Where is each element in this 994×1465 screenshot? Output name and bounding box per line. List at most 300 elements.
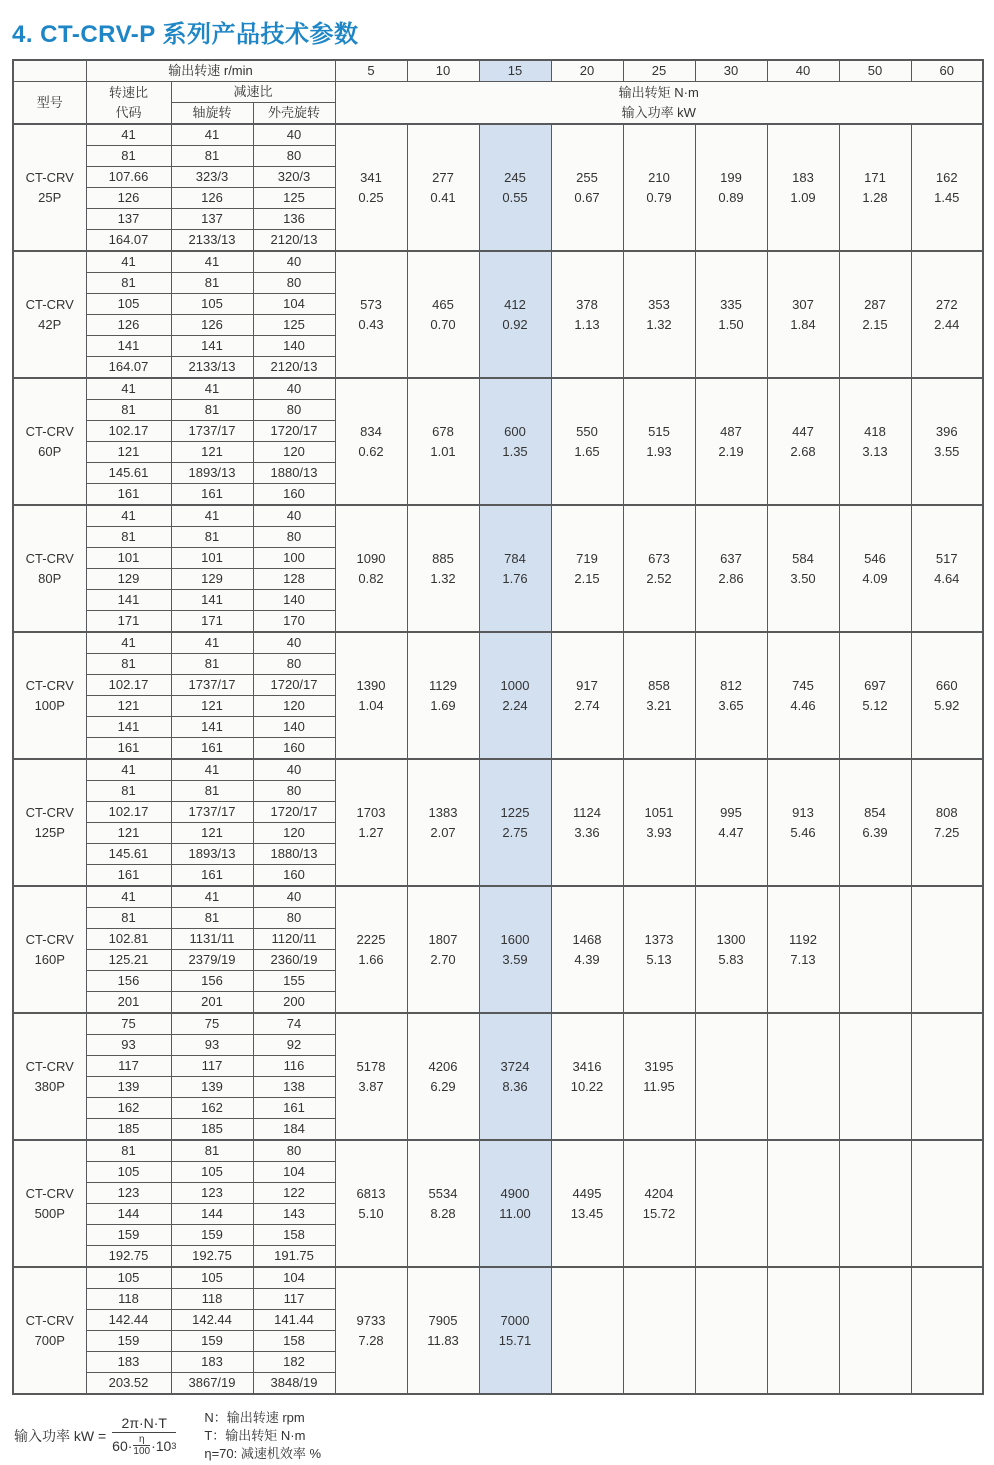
- torque-value: 3416: [572, 1058, 602, 1074]
- torque-power-cell: [695, 378, 767, 505]
- model-block-row: [13, 251, 983, 273]
- ratio-code-cell: 105: [86, 1162, 171, 1183]
- model-name-cell: [13, 632, 86, 759]
- power-value: 3.21: [646, 697, 672, 713]
- torque-power-cell: [479, 632, 551, 759]
- sub-header-row-1: [13, 82, 983, 103]
- ratio-code-cell: 102.17: [86, 802, 171, 823]
- housing-ratio-cell: 2360/19: [253, 950, 335, 971]
- torque-power-cell: [623, 632, 695, 759]
- torque-value: 719: [576, 550, 598, 566]
- model-name-cell: [13, 1013, 86, 1140]
- power-value: 6.29: [430, 1078, 456, 1094]
- ratio-code-cell: 117: [86, 1056, 171, 1077]
- torque-value: 9733: [356, 1312, 386, 1328]
- power-value: 5.10: [358, 1205, 384, 1221]
- housing-ratio-cell: 40: [253, 632, 335, 654]
- ratio-code-cell: 81: [86, 527, 171, 548]
- torque-power-cell: [335, 886, 407, 1013]
- torque-power-cell: [407, 251, 479, 378]
- torque-power-cell: [767, 1013, 839, 1140]
- torque-value: 4495: [572, 1185, 602, 1201]
- torque-value: [696, 1057, 767, 1077]
- housing-ratio-cell: 1720/17: [253, 802, 335, 823]
- shaft-ratio-cell: 81: [171, 146, 253, 167]
- model-name-cell: [13, 759, 86, 886]
- power-value: [696, 1331, 767, 1351]
- speed-col-20: 20: [551, 60, 623, 82]
- power-value: 3.93: [646, 824, 672, 840]
- torque-value: 277: [432, 169, 454, 185]
- power-value: 4.09: [862, 570, 888, 586]
- housing-ratio-cell: 136: [253, 209, 335, 230]
- ratio-code-cell: 75: [86, 1013, 171, 1035]
- torque-power-cell: [335, 1140, 407, 1267]
- torque-value: 1124: [573, 804, 601, 820]
- model-size: 25P: [38, 189, 62, 205]
- torque-header-line: 输出转矩 N·m: [618, 84, 699, 100]
- torque-power-cell: [407, 886, 479, 1013]
- ratio-code-cell: 162: [86, 1098, 171, 1119]
- torque-power-cell: [479, 1267, 551, 1394]
- ratio-code-cell: 141: [86, 717, 171, 738]
- housing-ratio-cell: 155: [253, 971, 335, 992]
- power-value: [768, 1204, 839, 1224]
- shaft-ratio-cell: 141: [171, 717, 253, 738]
- reduction-ratio-header: 减速比: [171, 82, 335, 103]
- shaft-ratio-cell: 161: [171, 738, 253, 760]
- power-value: 7.25: [934, 824, 960, 840]
- torque-value: 517: [935, 550, 958, 566]
- torque-power-cell: [767, 632, 839, 759]
- shaft-ratio-cell: 105: [171, 1162, 253, 1183]
- note-eta: η=70: 减速机效率 %: [204, 1446, 322, 1461]
- shaft-ratio-cell: 1131/11: [171, 929, 253, 950]
- power-value: 1.65: [574, 443, 600, 459]
- formula-denominator: 60· $\frac{\eta}{100}$ ·10 3: [112, 1434, 177, 1457]
- torque-value: 487: [720, 423, 742, 439]
- spec-table: [12, 59, 984, 1395]
- power-value: 3.65: [718, 697, 744, 713]
- torque-power-cell: [407, 1140, 479, 1267]
- torque-power-cell: [839, 1140, 911, 1267]
- torque-value: 1383: [428, 804, 458, 820]
- housing-ratio-cell: 125: [253, 188, 335, 209]
- shaft-ratio-cell: 3867/19: [171, 1373, 253, 1395]
- torque-power-cell: [839, 251, 911, 378]
- power-value: 0.55: [502, 189, 528, 205]
- model-block-row: [13, 124, 983, 146]
- power-value: 5.92: [934, 697, 960, 713]
- housing-ratio-cell: 80: [253, 146, 335, 167]
- power-value: 1.27: [358, 824, 384, 840]
- power-value: 0.79: [646, 189, 672, 205]
- model-series: CT-CRV: [25, 1058, 74, 1074]
- torque-power-header: [335, 82, 983, 125]
- power-value: [840, 1331, 911, 1351]
- power-value: 5.12: [862, 697, 888, 713]
- torque-value: 784: [504, 550, 526, 566]
- housing-ratio-cell: 140: [253, 590, 335, 611]
- ratio-code-cell: 142.44: [86, 1310, 171, 1331]
- power-value: 2.70: [430, 951, 456, 967]
- shaft-ratio-cell: 123: [171, 1183, 253, 1204]
- power-value: 0.89: [718, 189, 744, 205]
- power-value: 4.46: [790, 697, 816, 713]
- housing-ratio-cell: 80: [253, 654, 335, 675]
- model-name-cell: [13, 505, 86, 632]
- torque-power-cell: [839, 378, 911, 505]
- power-value: [768, 1077, 839, 1097]
- torque-power-cell: [407, 1267, 479, 1394]
- torque-power-cell: [335, 632, 407, 759]
- housing-rotation-header: 外壳旋转: [253, 103, 335, 125]
- ratio-code-cell: 118: [86, 1289, 171, 1310]
- torque-power-cell: [479, 505, 551, 632]
- shaft-ratio-cell: 323/3: [171, 167, 253, 188]
- shaft-ratio-cell: 81: [171, 1140, 253, 1162]
- housing-ratio-cell: 200: [253, 992, 335, 1014]
- power-value: 7.28: [358, 1332, 384, 1348]
- torque-power-cell: [407, 759, 479, 886]
- ratio-code-cell: 201: [86, 992, 171, 1014]
- power-value: 4.47: [718, 824, 744, 840]
- housing-ratio-cell: 1880/13: [253, 844, 335, 865]
- shaft-ratio-cell: 159: [171, 1225, 253, 1246]
- ratio-code-cell: 81: [86, 400, 171, 421]
- housing-ratio-cell: 1880/13: [253, 463, 335, 484]
- shaft-ratio-cell: 81: [171, 273, 253, 294]
- torque-power-cell: [479, 378, 551, 505]
- power-value: 3.13: [862, 443, 888, 459]
- torque-power-cell: [911, 378, 983, 505]
- ratio-code-cell: 144: [86, 1204, 171, 1225]
- power-value: 1.93: [646, 443, 672, 459]
- torque-power-cell: [407, 505, 479, 632]
- torque-value: 162: [935, 169, 958, 185]
- ratio-code-cell: 41: [86, 505, 171, 527]
- model-block-row: [13, 886, 983, 908]
- housing-ratio-cell: 143: [253, 1204, 335, 1225]
- torque-value: 341: [360, 169, 382, 185]
- torque-value: 7905: [428, 1312, 458, 1328]
- housing-ratio-cell: 80: [253, 1140, 335, 1162]
- torque-value: 245: [504, 169, 526, 185]
- model-series: CT-CRV: [25, 423, 74, 439]
- torque-value: [768, 1057, 839, 1077]
- power-value: 1.09: [790, 189, 816, 205]
- speed-col-25: 25: [623, 60, 695, 82]
- torque-power-cell: [695, 1267, 767, 1394]
- power-value: 1.13: [574, 316, 600, 332]
- power-value: 0.70: [430, 316, 456, 332]
- housing-ratio-cell: 80: [253, 908, 335, 929]
- power-value: 5.83: [718, 951, 744, 967]
- shaft-ratio-cell: 105: [171, 294, 253, 315]
- speed-col-40: 40: [767, 60, 839, 82]
- power-value: 2.07: [430, 824, 456, 840]
- torque-value: 1373: [644, 931, 674, 947]
- torque-power-cell: [551, 1140, 623, 1267]
- housing-ratio-cell: 158: [253, 1225, 335, 1246]
- model-series: CT-CRV: [25, 1312, 74, 1328]
- model-series: CT-CRV: [25, 804, 74, 820]
- model-size: 125P: [34, 824, 65, 840]
- torque-value: 1090: [356, 550, 386, 566]
- torque-power-cell: [551, 759, 623, 886]
- housing-ratio-cell: 128: [253, 569, 335, 590]
- power-value: 3.87: [358, 1078, 384, 1094]
- power-value: [696, 1077, 767, 1097]
- shaft-ratio-cell: 2379/19: [171, 950, 253, 971]
- ratio-code-cell: 159: [86, 1331, 171, 1352]
- torque-value: 745: [792, 677, 814, 693]
- torque-power-cell: [479, 251, 551, 378]
- shaft-ratio-cell: 141: [171, 590, 253, 611]
- ratio-code-cell: 81: [86, 1140, 171, 1162]
- housing-ratio-cell: 80: [253, 400, 335, 421]
- ratio-code-cell: 125.21: [86, 950, 171, 971]
- shaft-ratio-cell: 142.44: [171, 1310, 253, 1331]
- housing-ratio-cell: 170: [253, 611, 335, 633]
- power-value: 1.35: [502, 443, 528, 459]
- torque-power-cell: [839, 759, 911, 886]
- power-value: 2.44: [934, 316, 960, 332]
- torque-power-cell: [767, 886, 839, 1013]
- torque-power-cell: [335, 1267, 407, 1394]
- shaft-ratio-cell: 129: [171, 569, 253, 590]
- housing-ratio-cell: 158: [253, 1331, 335, 1352]
- model-size: 700P: [34, 1332, 65, 1348]
- shaft-ratio-cell: 121: [171, 823, 253, 844]
- housing-ratio-cell: 40: [253, 886, 335, 908]
- ratio-code-cell: 185: [86, 1119, 171, 1141]
- spec-table-body: [13, 124, 983, 1394]
- housing-ratio-cell: 184: [253, 1119, 335, 1141]
- torque-power-cell: [623, 1140, 695, 1267]
- torque-power-cell: [623, 251, 695, 378]
- power-value: 11.95: [643, 1078, 675, 1094]
- power-value: 13.45: [570, 1205, 604, 1221]
- torque-value: 550: [576, 423, 598, 439]
- power-value: 7.13: [790, 951, 816, 967]
- power-value: 3.59: [502, 951, 528, 967]
- ratio-code-cell: 105: [86, 294, 171, 315]
- torque-power-cell: [695, 759, 767, 886]
- speed-col-30: 30: [695, 60, 767, 82]
- housing-ratio-cell: 160: [253, 865, 335, 887]
- power-value: 11.83: [427, 1332, 459, 1348]
- ratio-code-cell: 171: [86, 611, 171, 633]
- model-size: 380P: [34, 1078, 65, 1094]
- ratio-code-cell: 81: [86, 908, 171, 929]
- power-value: [912, 1077, 983, 1097]
- torque-value: 447: [792, 423, 814, 439]
- housing-ratio-cell: 2120/13: [253, 230, 335, 252]
- power-value: [840, 950, 911, 970]
- torque-value: [840, 930, 911, 950]
- torque-value: 812: [720, 677, 742, 693]
- power-value: 10.22: [570, 1078, 604, 1094]
- shaft-ratio-cell: 93: [171, 1035, 253, 1056]
- torque-value: 858: [648, 677, 670, 693]
- torque-value: 1051: [644, 804, 674, 820]
- shaft-ratio-cell: 141: [171, 336, 253, 357]
- power-value: 1.45: [934, 189, 960, 205]
- torque-value: 854: [864, 804, 886, 820]
- torque-value: 515: [648, 423, 670, 439]
- shaft-ratio-cell: 2133/13: [171, 230, 253, 252]
- shaft-ratio-cell: 144: [171, 1204, 253, 1225]
- torque-value: [912, 1311, 983, 1331]
- power-value: [840, 1077, 911, 1097]
- power-value: 8.36: [502, 1078, 528, 1094]
- housing-ratio-cell: 125: [253, 315, 335, 336]
- formula-numerator: 2π·N·T: [112, 1415, 176, 1433]
- torque-value: 287: [864, 296, 886, 312]
- power-value: 1.32: [646, 316, 672, 332]
- torque-value: 1300: [716, 931, 746, 947]
- shaft-ratio-cell: 1737/17: [171, 802, 253, 823]
- housing-ratio-cell: 1120/11: [253, 929, 335, 950]
- power-value: 1.01: [430, 443, 456, 459]
- shaft-ratio-cell: 121: [171, 442, 253, 463]
- ratio-code-cell: 41: [86, 251, 171, 273]
- torque-power-cell: [551, 886, 623, 1013]
- torque-value: 913: [792, 804, 814, 820]
- torque-power-cell: [551, 378, 623, 505]
- torque-power-cell: [479, 124, 551, 251]
- shaft-ratio-cell: 81: [171, 908, 253, 929]
- ratio-code-cell: 121: [86, 696, 171, 717]
- ratio-code-header: 转速比 代码: [86, 82, 171, 125]
- torque-power-cell: [335, 1013, 407, 1140]
- power-value: 2.15: [862, 316, 888, 332]
- torque-power-cell: [551, 632, 623, 759]
- model-name-cell: [13, 1267, 86, 1394]
- torque-value: 255: [576, 169, 598, 185]
- torque-power-cell: [623, 1013, 695, 1140]
- torque-power-cell: [551, 124, 623, 251]
- torque-power-cell: [839, 1267, 911, 1394]
- housing-ratio-cell: 160: [253, 738, 335, 760]
- torque-value: [912, 1057, 983, 1077]
- housing-ratio-cell: 182: [253, 1352, 335, 1373]
- torque-value: 1807: [428, 931, 458, 947]
- power-value: 2.19: [718, 443, 744, 459]
- model-series: CT-CRV: [25, 677, 74, 693]
- shaft-ratio-cell: 41: [171, 505, 253, 527]
- ratio-code-cell: 183: [86, 1352, 171, 1373]
- note-t: T：输出转矩 N·m: [204, 1428, 306, 1443]
- power-value: 0.82: [358, 570, 384, 586]
- torque-power-cell: [911, 1013, 983, 1140]
- power-value: 1.28: [862, 189, 888, 205]
- housing-ratio-cell: 161: [253, 1098, 335, 1119]
- shaft-ratio-cell: 41: [171, 251, 253, 273]
- model-size: 60P: [38, 443, 62, 459]
- speed-col-60: 60: [911, 60, 983, 82]
- ratio-code-cell: 161: [86, 738, 171, 760]
- power-value: [696, 1204, 767, 1224]
- shaft-ratio-cell: 41: [171, 124, 253, 146]
- model-series: CT-CRV: [25, 169, 74, 185]
- power-value: 1.76: [502, 570, 528, 586]
- ratio-code-cell: 192.75: [86, 1246, 171, 1268]
- housing-ratio-cell: 40: [253, 505, 335, 527]
- housing-ratio-cell: 160: [253, 484, 335, 506]
- torque-power-cell: [767, 1140, 839, 1267]
- shaft-ratio-cell: 156: [171, 971, 253, 992]
- model-block-row: [13, 378, 983, 400]
- shaft-ratio-cell: 101: [171, 548, 253, 569]
- model-size: 80P: [38, 570, 62, 586]
- ratio-code-cell: 129: [86, 569, 171, 590]
- power-value: [840, 1204, 911, 1224]
- torque-power-cell: [911, 251, 983, 378]
- ratio-code-cell: 101: [86, 548, 171, 569]
- torque-power-cell: [551, 251, 623, 378]
- housing-ratio-cell: 80: [253, 527, 335, 548]
- torque-power-cell: [767, 505, 839, 632]
- shaft-ratio-cell: 185: [171, 1119, 253, 1141]
- power-value: 2.15: [574, 570, 600, 586]
- torque-value: [696, 1311, 767, 1331]
- torque-value: [768, 1311, 839, 1331]
- torque-power-cell: [767, 251, 839, 378]
- torque-value: 171: [864, 169, 886, 185]
- shaft-ratio-cell: 1893/13: [171, 463, 253, 484]
- model-size: 500P: [34, 1205, 65, 1221]
- page-title: 4. CT-CRV-P 系列产品技术参数: [12, 21, 359, 48]
- housing-ratio-cell: 120: [253, 442, 335, 463]
- shaft-ratio-cell: 126: [171, 315, 253, 336]
- torque-value: 4206: [428, 1058, 458, 1074]
- torque-value: 584: [792, 550, 814, 566]
- torque-value: [912, 930, 983, 950]
- torque-value: 1000: [500, 677, 530, 693]
- model-block-row: [13, 1267, 983, 1289]
- housing-ratio-cell: 2120/13: [253, 357, 335, 379]
- torque-value: 199: [720, 169, 742, 185]
- power-value: 8.28: [430, 1205, 456, 1221]
- housing-ratio-cell: 104: [253, 1162, 335, 1183]
- torque-power-cell: [911, 886, 983, 1013]
- model-block-row: [13, 1013, 983, 1035]
- torque-value: 4900: [500, 1185, 530, 1201]
- shaft-ratio-cell: 126: [171, 188, 253, 209]
- power-value: 0.62: [358, 443, 384, 459]
- torque-power-cell: [911, 1267, 983, 1394]
- torque-value: [624, 1311, 695, 1331]
- torque-value: [552, 1311, 623, 1331]
- torque-power-cell: [335, 124, 407, 251]
- torque-power-cell: [911, 1140, 983, 1267]
- torque-power-cell: [695, 886, 767, 1013]
- torque-value: 1225: [500, 804, 530, 820]
- torque-value: 378: [576, 296, 598, 312]
- power-value: [912, 1331, 983, 1351]
- ratio-code-cell: 123: [86, 1183, 171, 1204]
- torque-value: 210: [648, 169, 670, 185]
- torque-value: 335: [720, 296, 742, 312]
- torque-value: 660: [935, 677, 958, 693]
- power-value: 1.50: [718, 316, 744, 332]
- shaft-ratio-cell: 1893/13: [171, 844, 253, 865]
- ratio-code-cell: 145.61: [86, 844, 171, 865]
- output-speed-header: 输出转速 r/min: [86, 60, 335, 82]
- shaft-ratio-cell: 139: [171, 1077, 253, 1098]
